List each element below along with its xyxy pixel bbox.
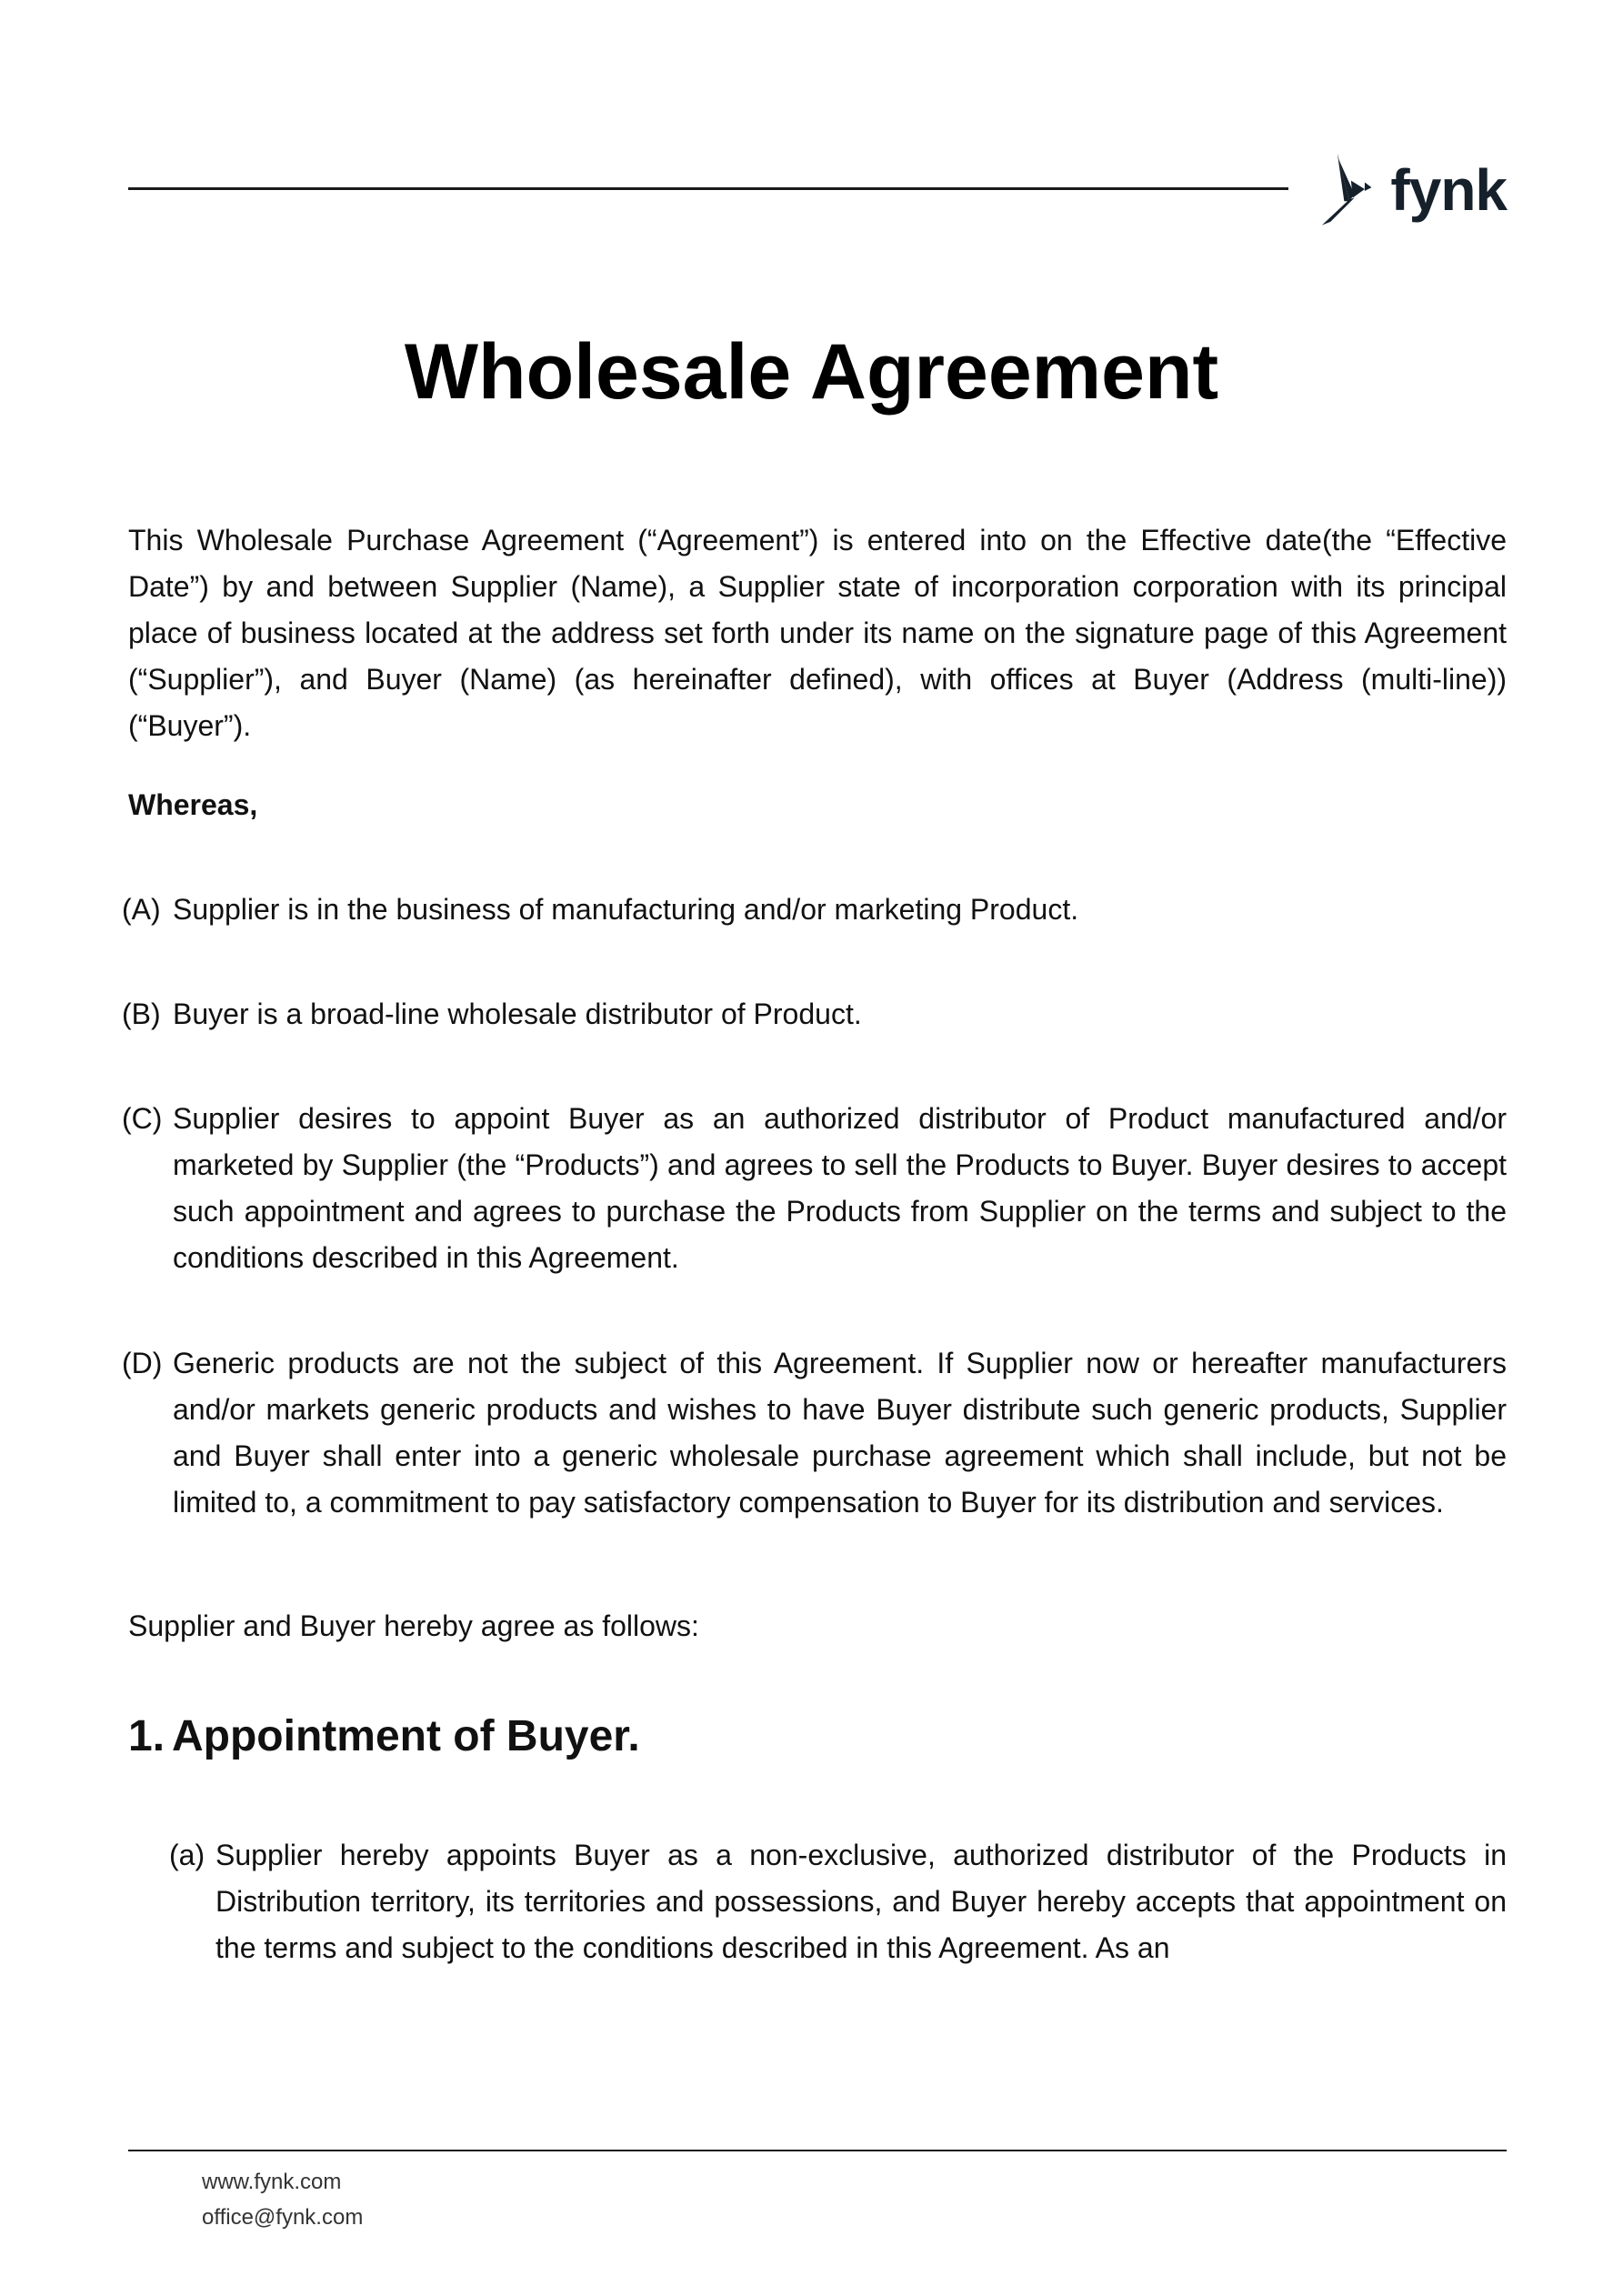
recital-label: (A) — [122, 893, 161, 926]
clause-text: Supplier hereby appoints Buyer as a non-exclusive, authorized distributor of the Products in Distribution territory, its territories and possessions, and Buyer hereby accepts that appointment on the terms and subject to the conditions described in this Agreement. As an — [215, 1839, 1507, 1964]
fynk-logo — [1320, 149, 1507, 231]
recital-label: (D) — [122, 1347, 163, 1379]
clause-label: (a) — [169, 1839, 205, 1871]
recital-a — [122, 887, 1507, 933]
footer-website: www.fynk.com — [202, 2170, 342, 2194]
recital-text: Generic products are not the subject of this Agreement. If Supplier now or hereafter manufacturers and/or markets generic products and wishes to have Buyer distribute such generic products, Supplier and Buyer shall enter into a generic wholesale purchase agreement which shall include, but not be limited to, a commitment to pay satisfactory compensation to Buyer for its distribution and services. — [173, 1347, 1507, 1519]
agreement-statement: Supplier and Buyer hereby agree as follows: — [128, 1609, 699, 1642]
clause-a — [169, 1832, 1507, 1971]
recital-label: (B) — [122, 998, 161, 1030]
footer-email: office@fynk.com — [202, 2205, 364, 2230]
section-heading — [128, 1709, 640, 1764]
recital-label: (C) — [122, 1102, 163, 1135]
recital-b — [122, 991, 1507, 1038]
recital-text: Buyer is a broad-line wholesale distributor of Product. — [173, 998, 862, 1030]
intro-paragraph: This Wholesale Purchase Agreement (“Agreement”) is entered into on the Effective date(the “Effective Date”) by and between Supplier (Name), a Supplier state of incorporation corporation with its principal place of business located at the address set forth under its name on the signature page of this Agreement (“Supplier”), and Buyer (Name) (as hereinafter defined), with offices at Buyer (Address (multi-line)) (“Buyer”). — [128, 524, 1507, 742]
footer-divider — [128, 2150, 1507, 2151]
whereas-heading: Whereas, — [128, 788, 258, 821]
section-number: 1. — [128, 1712, 165, 1760]
logo-text: fynk — [1390, 157, 1507, 223]
recital-d — [122, 1340, 1507, 1526]
section-title: Appointment of Buyer. — [172, 1712, 640, 1760]
document-title: Wholesale Agreement — [404, 328, 1219, 416]
recital-text: Supplier desires to appoint Buyer as an authorized distributor of Product manufactured and/or marketed by Supplier (the “Products”) and agrees to sell the Products to Buyer. Buyer desires to accept such appointment and agrees to purchase the Products from Supplier on the terms and subject to the conditions described in this Agreement. — [173, 1102, 1507, 1274]
bird-icon — [1320, 149, 1387, 231]
recital-text: Supplier is in the business of manufacturing and/or marketing Product. — [173, 893, 1079, 926]
recital-c — [122, 1096, 1507, 1281]
header-divider — [128, 187, 1288, 190]
